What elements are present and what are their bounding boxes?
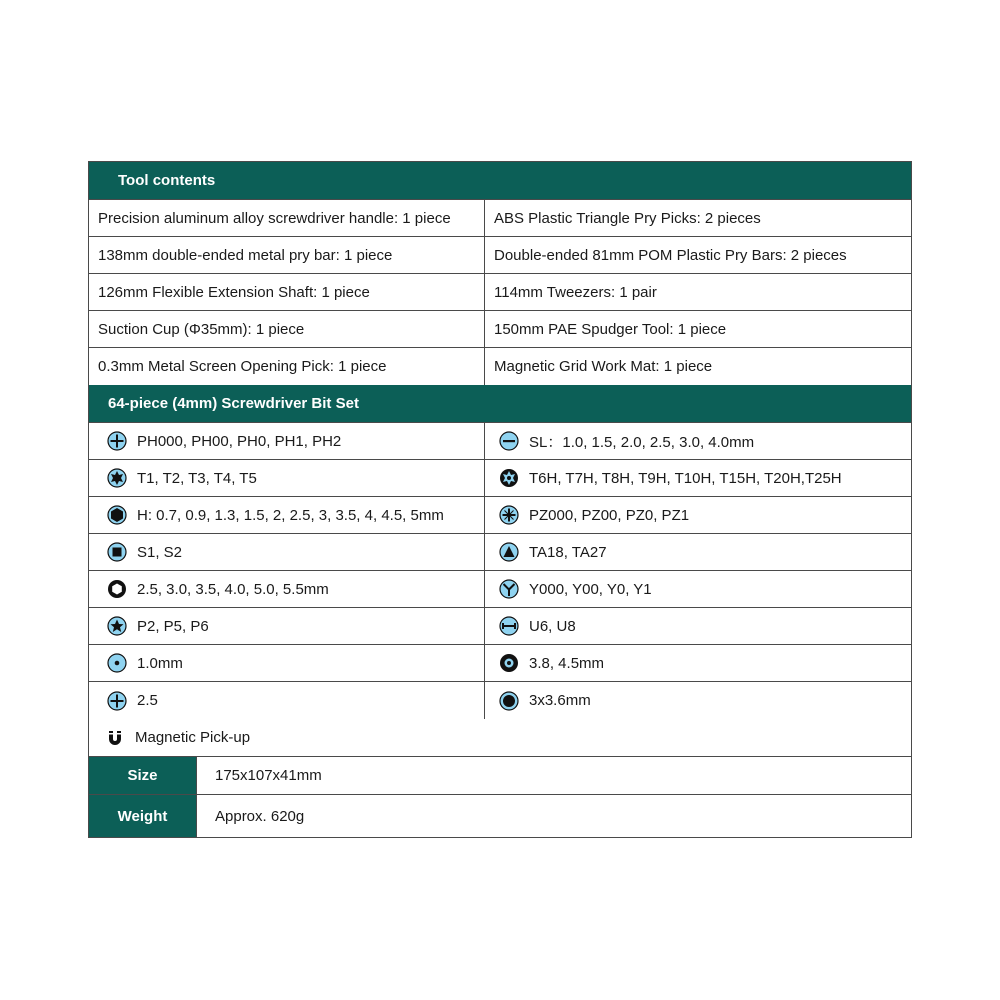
bit-item xyxy=(89,608,485,644)
hex-icon xyxy=(107,505,127,525)
bit-label: SL：1.0, 1.5, 2.0, 2.5, 3.0, 4.0mm xyxy=(529,433,755,451)
bit-label: S1, S2 xyxy=(137,543,183,561)
bit-label: T1, T2, T3, T4, T5 xyxy=(137,469,257,487)
weight-value: Approx. 620g xyxy=(215,807,305,825)
bit-label: 2.5 xyxy=(137,692,158,709)
cross-icon xyxy=(107,691,127,711)
phillips-icon xyxy=(107,431,127,451)
hex-socket-icon xyxy=(107,579,127,599)
pentalobe-icon xyxy=(107,616,127,636)
bit-item xyxy=(89,497,485,533)
bit-set-header xyxy=(89,385,911,423)
contents-item: Suction Cup (Φ35mm): 1 piece xyxy=(89,311,485,347)
bit-label: PZ000, PZ00, PZ0, PZ1 xyxy=(529,506,690,524)
pickup-cell xyxy=(89,719,911,756)
pickup-label: Magnetic Pick-up xyxy=(135,729,251,746)
contents-item: 0.3mm Metal Screen Opening Pick: 1 piece xyxy=(89,348,485,385)
bit-item xyxy=(89,460,485,496)
contents-item: 114mm Tweezers: 1 pair xyxy=(494,283,657,301)
tool-contents-title: Tool contents xyxy=(118,172,216,189)
contents-row xyxy=(89,274,911,311)
contents-item: 126mm Flexible Extension Shaft: 1 piece xyxy=(89,274,485,310)
bit-row xyxy=(89,534,911,571)
bit-item xyxy=(89,571,485,607)
bit-label: 3.8, 4.5mm xyxy=(529,654,605,672)
bit-item xyxy=(485,460,911,496)
contents-item: 150mm PAE Spudger Tool: 1 piece xyxy=(494,320,727,338)
pickup-row xyxy=(89,719,911,757)
bit-item xyxy=(485,682,911,719)
bit-item xyxy=(485,497,911,533)
bit-label: TA18, TA27 xyxy=(529,543,607,561)
bit-item xyxy=(485,534,911,570)
bit-row xyxy=(89,497,911,534)
center-point-icon xyxy=(107,653,127,673)
pozidriv-icon xyxy=(499,505,519,525)
contents-item: Magnetic Grid Work Mat: 1 piece xyxy=(494,358,713,375)
spec-row xyxy=(89,795,911,837)
u-shape-icon xyxy=(499,616,519,636)
bit-label: PH000, PH00, PH0, PH1, PH2 xyxy=(137,432,342,450)
contents-item: 138mm double-ended metal pry bar: 1 piece xyxy=(89,237,485,273)
tri-wing-icon xyxy=(499,579,519,599)
bit-row xyxy=(89,682,911,719)
bit-label: 1.0mm xyxy=(137,654,183,672)
gear-bit-icon xyxy=(499,653,519,673)
contents-item: Precision aluminum alloy screwdriver handle: 1 piece xyxy=(89,200,485,236)
magnet-icon xyxy=(105,728,125,748)
bit-item xyxy=(485,608,911,644)
bit-row xyxy=(89,571,911,608)
weight-label: Weight xyxy=(89,795,197,837)
bit-item xyxy=(485,571,911,607)
contents-row xyxy=(89,200,911,237)
bit-row xyxy=(89,645,911,682)
bit-row xyxy=(89,608,911,645)
bit-item xyxy=(89,534,485,570)
contents-row xyxy=(89,311,911,348)
tool-contents-header xyxy=(89,162,911,200)
spec-row xyxy=(89,757,911,795)
slotted-icon xyxy=(499,431,519,451)
bit-label: P2, P5, P6 xyxy=(137,617,209,635)
triangle-icon xyxy=(499,542,519,562)
tool-contents-table xyxy=(88,161,912,838)
bit-item xyxy=(89,423,485,459)
size-value: 175x107x41mm xyxy=(215,767,322,784)
torx-security-icon xyxy=(499,468,519,488)
contents-item: Double-ended 81mm POM Plastic Pry Bars: 2 pieces xyxy=(494,246,847,264)
bit-label: H: 0.7, 0.9, 1.3, 1.5, 2, 2.5, 3, 3.5, 4, 4.5, 5mm xyxy=(137,506,444,524)
round-icon xyxy=(499,691,519,711)
bit-row xyxy=(89,460,911,497)
bit-label: T6H, T7H, T8H, T9H, T10H, T15H, T20H,T25H xyxy=(529,469,842,487)
bit-label: Y000, Y00, Y0, Y1 xyxy=(529,580,652,598)
bit-item xyxy=(485,423,911,459)
contents-item: ABS Plastic Triangle Pry Picks: 2 pieces xyxy=(494,209,761,227)
bit-label: U6, U8 xyxy=(529,617,576,635)
contents-row xyxy=(89,237,911,274)
bit-row xyxy=(89,423,911,460)
bit-label: 3x3.6mm xyxy=(529,692,591,709)
bit-label: 2.5, 3.0, 3.5, 4.0, 5.0, 5.5mm xyxy=(137,580,329,598)
bit-item xyxy=(89,645,485,681)
contents-row xyxy=(89,348,911,385)
size-label: Size xyxy=(89,757,197,794)
bit-item xyxy=(89,682,485,719)
torx-icon xyxy=(107,468,127,488)
bit-item xyxy=(485,645,911,681)
square-icon xyxy=(107,542,127,562)
bit-set-title: 64-piece (4mm) Screwdriver Bit Set xyxy=(108,395,359,412)
